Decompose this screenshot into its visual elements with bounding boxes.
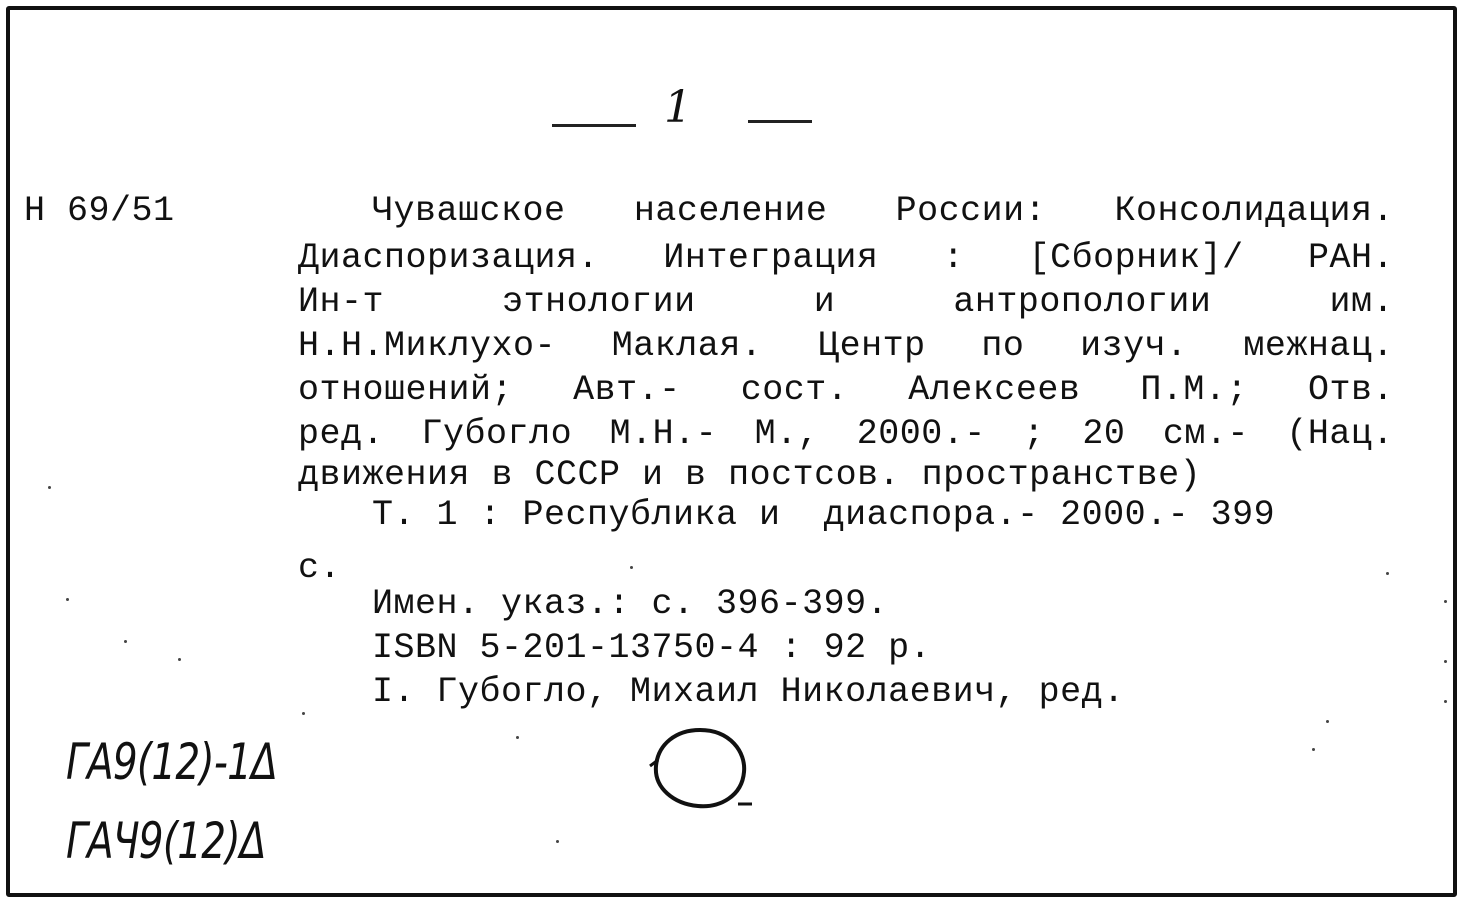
page-number-mark <box>552 82 822 138</box>
added-entry-editor: I. Губогло, Михаил Николаевич, ред. <box>372 672 1125 712</box>
description-word: Губогло <box>421 414 573 454</box>
scan-speck <box>66 598 69 601</box>
scan-speck <box>1326 720 1329 723</box>
description-word: этнологии <box>502 282 696 322</box>
description-word: России: <box>895 191 1047 231</box>
description-word: РАН. <box>1307 238 1394 278</box>
description-line <box>298 370 1394 410</box>
page-number: 1 <box>664 82 692 133</box>
description-word: Консолидация. <box>1114 191 1394 231</box>
scan-speck <box>302 712 305 715</box>
description-line <box>298 326 1394 366</box>
handwritten-classification-2: ГАЧ9(12)Δ <box>66 812 266 870</box>
description-word: Авт.- <box>573 370 681 410</box>
description-word: Ин-т <box>298 282 385 322</box>
description-line <box>298 238 1394 278</box>
description-word: по <box>981 326 1025 366</box>
description-word: (Нац. <box>1286 414 1394 454</box>
description-line <box>298 455 1201 495</box>
handwritten-classification-1: ГА9(12)-1Δ <box>66 733 278 791</box>
isbn-line: ISBN 5-201-13750-4 : 92 р. <box>372 628 932 668</box>
scan-speck <box>48 486 51 489</box>
shelf-mark: Н 69/51 <box>24 191 175 231</box>
description-word: Диаспоризация. <box>298 238 600 278</box>
scan-speck <box>1444 600 1447 603</box>
description-word: Н.Н.Миклухо- <box>298 326 557 366</box>
description-word: 20 <box>1082 414 1126 454</box>
description-line <box>372 191 1394 231</box>
description-word: Маклая. <box>611 326 763 366</box>
description-word: отношений; <box>298 370 514 410</box>
description-word: Отв. <box>1307 370 1394 410</box>
circle-stamp <box>640 720 760 820</box>
description-word: Алексеев <box>908 370 1081 410</box>
scan-speck <box>1444 700 1447 703</box>
description-word: сост. <box>740 370 849 410</box>
description-word: М., <box>754 414 820 454</box>
volume-line-cont: с. <box>298 548 342 588</box>
description-word: : <box>942 238 965 278</box>
description-word: антропологии <box>953 282 1212 322</box>
description-word: [Сборник]/ <box>1028 238 1244 278</box>
description-word: им. <box>1329 282 1394 322</box>
scan-speck <box>630 566 633 569</box>
scan-speck <box>124 640 127 643</box>
description-line <box>298 282 1394 322</box>
page-dash-right <box>748 120 812 123</box>
description-word: Центр <box>818 326 926 366</box>
description-word: население <box>633 191 828 231</box>
volume-line: Т. 1 : Республика и диаспора.- 2000.- 399 <box>372 495 1276 535</box>
description-word: движения в СССР и в постсов. пространстве) <box>298 455 1202 495</box>
scan-speck <box>516 736 519 739</box>
description-word: ред. <box>298 414 385 454</box>
scan-speck <box>178 658 181 661</box>
scan-speck <box>1444 660 1447 663</box>
description-word: Интеграция <box>663 238 879 278</box>
scan-speck <box>1386 572 1389 575</box>
description-word: М.Н.- <box>609 414 718 454</box>
name-index-note: Имен. указ.: с. 396-399. <box>372 584 889 624</box>
description-word: изуч. <box>1080 326 1188 366</box>
page-dash-left <box>552 124 636 127</box>
scan-speck <box>1312 748 1315 751</box>
description-word: и <box>813 282 836 322</box>
description-word: Чувашское <box>372 191 566 231</box>
description-word: 2000.- <box>856 414 986 454</box>
description-word: см.- <box>1162 414 1249 454</box>
description-word: П.М.; <box>1140 370 1248 410</box>
scan-speck <box>556 840 559 843</box>
description-line <box>298 414 1394 454</box>
description-word: межнац. <box>1243 326 1394 366</box>
description-word: ; <box>1023 414 1045 454</box>
